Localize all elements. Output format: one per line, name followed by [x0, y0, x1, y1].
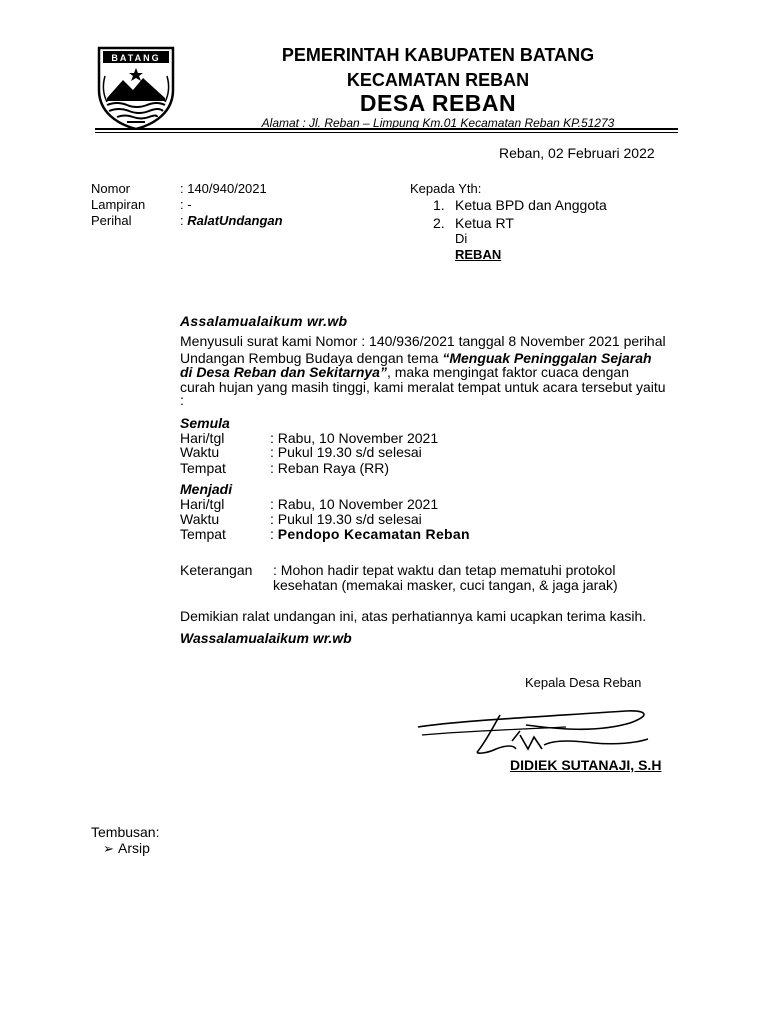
- letterhead-rule-thin: [95, 132, 678, 133]
- keterangan-line-1: : Mohon hadir tepat waktu dan tetap mematuhi protokol: [273, 562, 616, 578]
- closing-text: Demikian ralat undangan ini, atas perhatiannya kami ucapkan terima kasih.: [180, 608, 647, 624]
- perihal-value: RalatUndangan: [187, 213, 283, 228]
- recipient-item-1: Ketua BPD dan Anggota: [455, 197, 607, 213]
- perihal-label: Perihal: [91, 213, 132, 228]
- paragraph-line-5: :: [180, 392, 184, 408]
- paragraph-line-2-text: Undangan Rembug Budaya dengan tema: [180, 350, 443, 366]
- menjadi-tempat-value: Pendopo Kecamatan Reban: [277, 526, 470, 542]
- recipient-num-1: 1.: [433, 197, 445, 213]
- theme-title-part-2: di Desa Reban dan Sekitarnya”: [180, 364, 387, 380]
- semula-waktu-value: : Pukul 19.30 s/d selesai: [270, 444, 422, 460]
- perihal-row: [180, 213, 283, 228]
- recipient-item-2: Ketua RT: [455, 215, 514, 231]
- lampiran-label: Lampiran: [91, 197, 146, 212]
- keterangan-line-2: kesehatan (memakai masker, cuci tangan, & jaga jarak): [273, 577, 618, 593]
- signer-name: DIDIEK SUTANAJI, S.H: [510, 757, 662, 773]
- menjadi-tempat-label: Tempat: [180, 526, 226, 542]
- recipient-di: Di: [455, 231, 468, 246]
- recipient-num-2: 2.: [433, 215, 445, 231]
- regency-logo: [97, 46, 175, 130]
- paragraph-line-3-text: , maka mengingat faktor cuaca dengan: [386, 364, 630, 380]
- logo-text: BATANG: [111, 53, 161, 63]
- menjadi-waktu-label: Waktu: [180, 511, 220, 527]
- nomor-label: Nomor: [91, 181, 131, 196]
- menjadi-tempat-colon: :: [270, 526, 278, 542]
- recipient-place: REBAN: [455, 247, 502, 262]
- menjadi-title: Menjadi: [180, 481, 233, 497]
- recipient-header: Kepada Yth:: [410, 181, 482, 196]
- government-title: PEMERINTAH KABUPATEN BATANG: [281, 45, 595, 65]
- menjadi-hari-label: Hari/tgl: [180, 496, 225, 512]
- semula-tempat-label: Tempat: [180, 460, 226, 476]
- menjadi-tempat-row: [270, 526, 470, 542]
- paragraph-line-1: Menyusuli surat kami Nomor : 140/936/2021 tanggal 8 November 2021 perihal: [180, 333, 666, 349]
- semula-waktu-label: Waktu: [180, 444, 220, 460]
- semula-title: Semula: [180, 415, 230, 431]
- district-title: KECAMATAN REBAN: [346, 70, 530, 90]
- lampiran-value: : -: [180, 197, 192, 212]
- village-title: DESA REBAN: [359, 90, 517, 116]
- cc-bullet-icon: ➢: [103, 841, 114, 856]
- semula-hari-label: Hari/tgl: [180, 430, 225, 446]
- perihal-colon: :: [180, 213, 188, 228]
- paragraph-line-4: curah hujan yang masih tinggi, kami meralat tempat untuk acara tersebut yaitu: [180, 379, 666, 395]
- farewell: Wassalamualaikum wr.wb: [180, 630, 352, 646]
- menjadi-waktu-value: : Pukul 19.30 s/d selesai: [270, 511, 422, 527]
- cc-label: Tembusan:: [91, 824, 160, 840]
- address-line: Alamat : Jl. Reban – Limpung Km.01 Kecamatan Reban KP.51273: [261, 116, 615, 130]
- keterangan-label: Keterangan: [180, 562, 253, 578]
- semula-hari-value: : Rabu, 10 November 2021: [270, 430, 439, 446]
- handwritten-signature: [416, 705, 656, 765]
- nomor-value: : 140/940/2021: [180, 181, 267, 196]
- salutation: Assalamualaikum wr.wb: [180, 313, 348, 329]
- signer-title: Kepala Desa Reban: [525, 675, 642, 690]
- semula-tempat-value: : Reban Raya (RR): [270, 460, 390, 476]
- menjadi-hari-value: : Rabu, 10 November 2021: [270, 496, 439, 512]
- theme-title-part-1: “Menguak Peninggalan Sejarah: [442, 350, 652, 366]
- letterhead-rule-thick: [95, 128, 678, 130]
- cc-item: Arsip: [118, 840, 150, 856]
- letter-date: Reban, 02 Februari 2022: [499, 145, 655, 161]
